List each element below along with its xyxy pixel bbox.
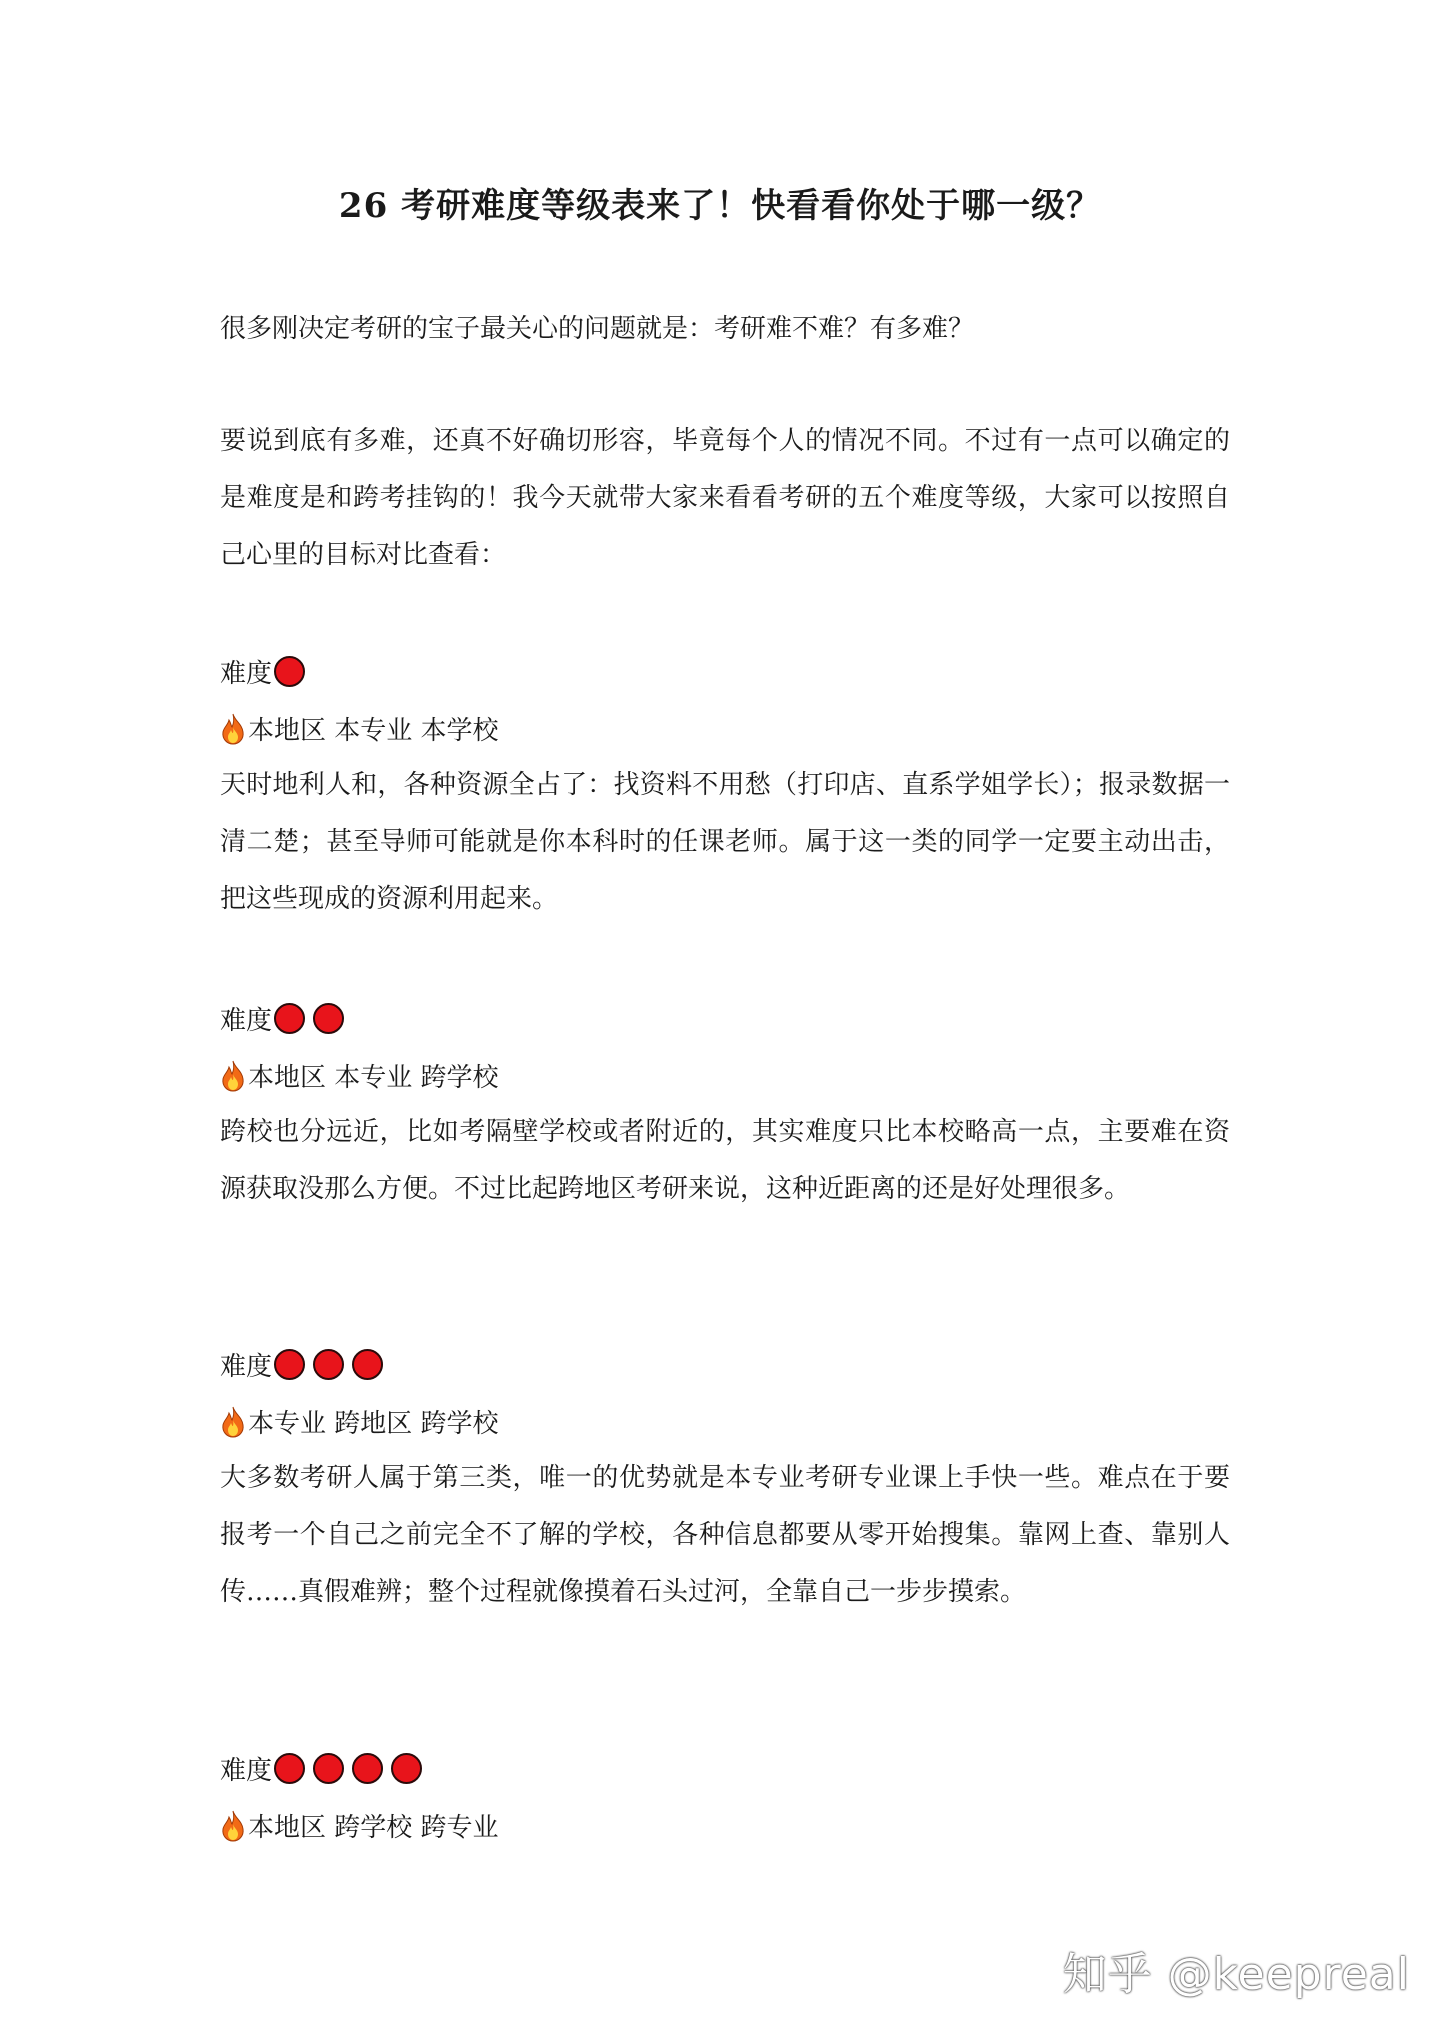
intro-paragraph-1: 很多刚决定考研的宝子最关心的问题就是：考研难不难？有多难？ — [220, 314, 975, 344]
difficulty-label: 难度 — [220, 1756, 273, 1786]
zhihu-watermark: 知乎 @keepreal — [1062, 1949, 1410, 2000]
difficulty-label: 难度 — [220, 1352, 273, 1382]
difficulty-level-3 — [220, 1336, 1230, 1621]
difficulty-heading — [220, 990, 1230, 1047]
intro-paragraph-2: 要说到底有多难，还真不好确切形容，毕竟每个人的情况不同。不过有一点可以确定的是难度是和跨考挂钩的！我今天就带大家来看看考研的五个难度等级，大家可以按照自己心里的目标对比查看： — [220, 426, 1230, 570]
fire-icon — [220, 1406, 246, 1438]
difficulty-label: 难度 — [220, 659, 273, 689]
fire-icon — [220, 1060, 246, 1092]
red-circle-icon — [313, 1753, 344, 1784]
red-circle-icon — [274, 1753, 305, 1784]
level-description: 跨校也分远近，比如考隔壁学校或者附近的，其实难度只比本校略高一点，主要难在资源获取没那么方便。不过比起跨地区考研来说，这种近距离的还是好处理很多。 — [220, 1117, 1230, 1204]
level-description: 大多数考研人属于第三类，唯一的优势就是本专业考研专业课上手快一些。难点在于要报考一个自己之前完全不了解的学校，各种信息都要从零开始搜集。靠网上查、靠别人传……真假难辨；整个过程就像摸着石头过河，全靠自己一步步摸索。 — [220, 1463, 1230, 1607]
red-circle-icon — [313, 1003, 344, 1034]
condition-text: 本专业 跨地区 跨学校 — [248, 1409, 499, 1439]
condition-text: 本地区 跨学校 跨专业 — [248, 1813, 499, 1843]
difficulty-dots — [274, 1349, 391, 1380]
difficulty-heading — [220, 1740, 1230, 1797]
difficulty-dots — [274, 1753, 430, 1784]
red-circle-icon — [391, 1753, 422, 1784]
page-title: 26 考研难度等级表来了！快看看你处于哪一级？ — [338, 186, 1102, 226]
difficulty-heading — [220, 1336, 1230, 1393]
fire-icon — [220, 713, 246, 745]
condition-text: 本地区 本专业 本学校 — [248, 716, 499, 746]
difficulty-level-2 — [220, 990, 1230, 1218]
condition-line — [220, 1047, 1230, 1104]
difficulty-level-4 — [220, 1740, 1230, 1854]
condition-line — [220, 1393, 1230, 1450]
red-circle-icon — [352, 1349, 383, 1380]
condition-text: 本地区 本专业 跨学校 — [248, 1063, 499, 1093]
difficulty-level-1 — [220, 643, 1230, 928]
fire-icon — [220, 1810, 246, 1842]
red-circle-icon — [274, 656, 305, 687]
difficulty-dots — [274, 656, 313, 687]
difficulty-heading — [220, 643, 1230, 700]
level-description: 天时地利人和，各种资源全占了：找资料不用愁（打印店、直系学姐学长）；报录数据一清二楚；甚至导师可能就是你本科时的任课老师。属于这一类的同学一定要主动出击，把这些现成的资源利用起来。 — [220, 770, 1230, 914]
red-circle-icon — [274, 1349, 305, 1380]
difficulty-label: 难度 — [220, 1006, 273, 1036]
condition-line — [220, 1797, 1230, 1854]
difficulty-dots — [274, 1003, 352, 1034]
red-circle-icon — [352, 1753, 383, 1784]
red-circle-icon — [313, 1349, 344, 1380]
red-circle-icon — [274, 1003, 305, 1034]
condition-line — [220, 700, 1230, 757]
